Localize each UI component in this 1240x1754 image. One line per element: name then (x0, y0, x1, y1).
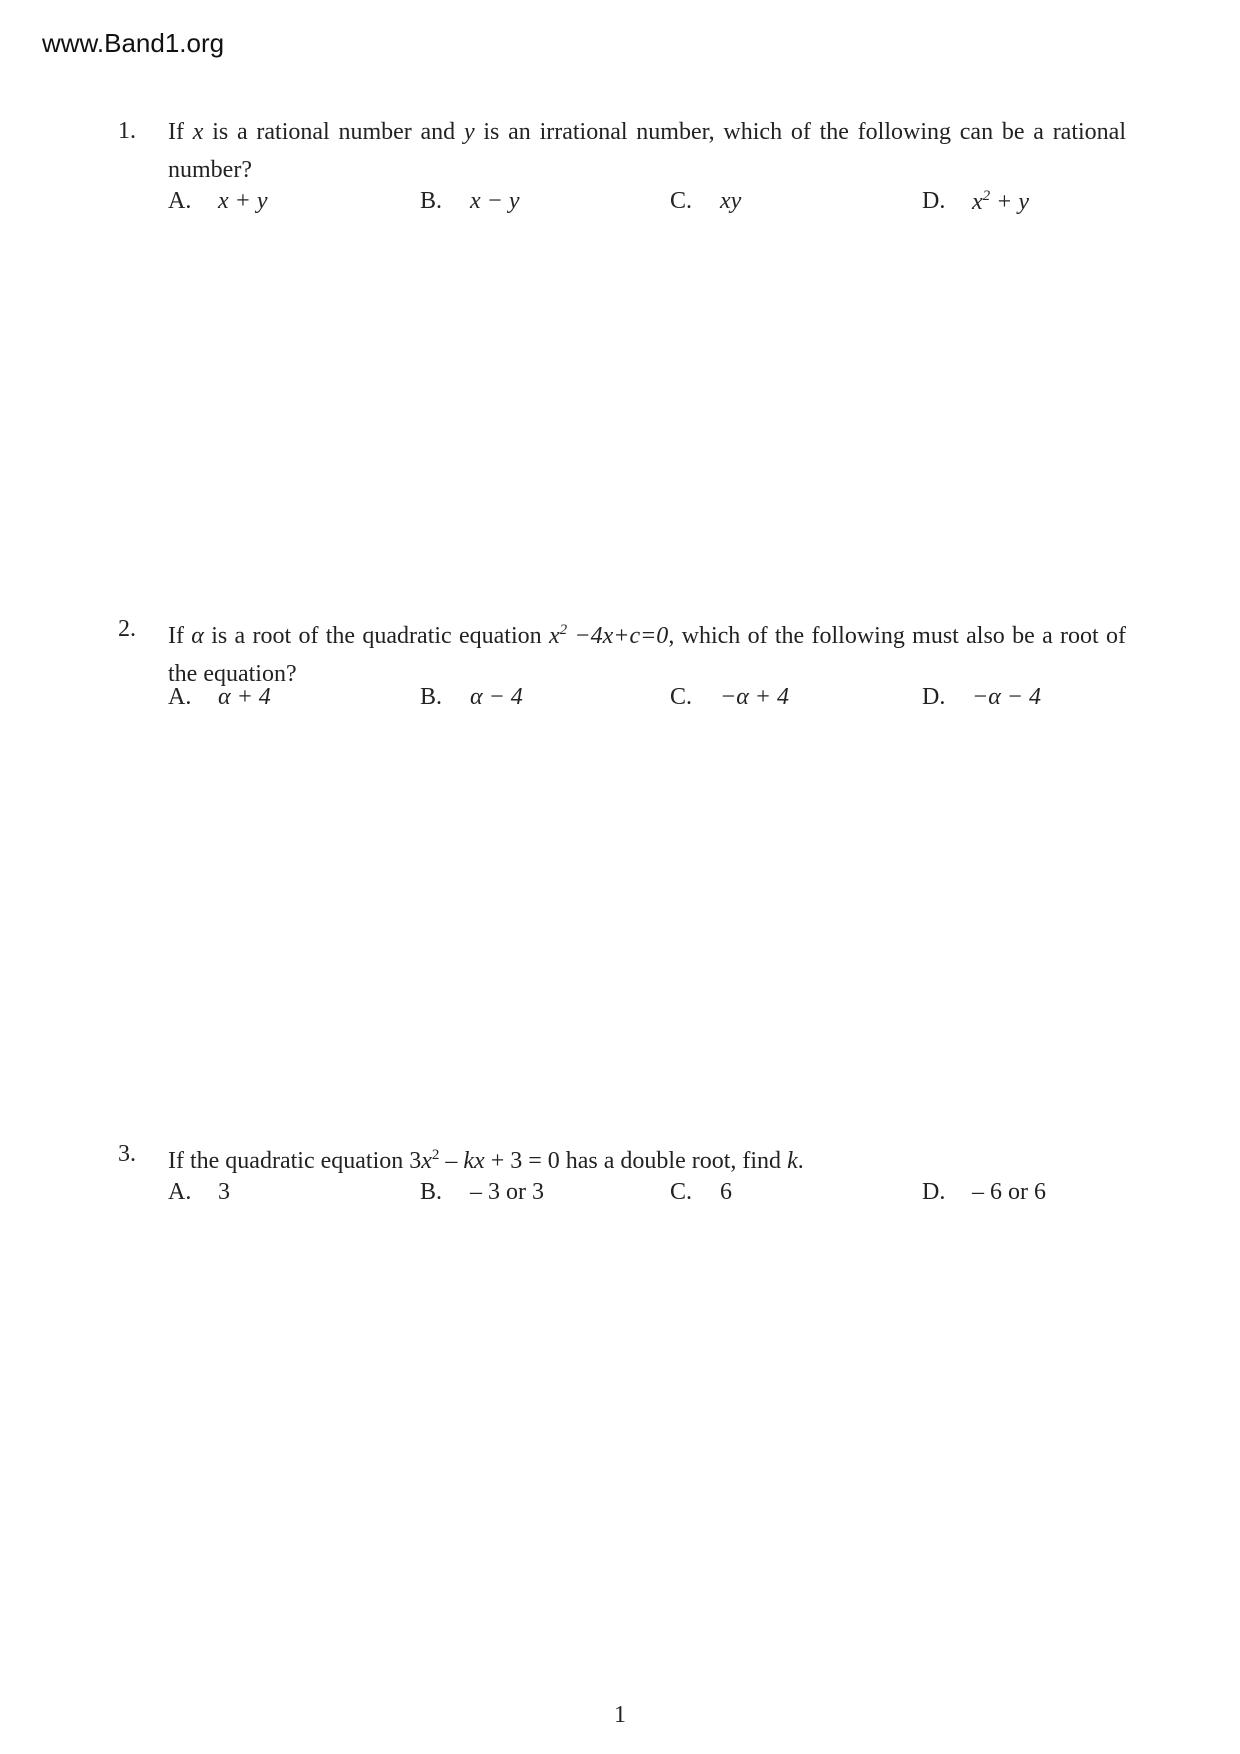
option-d (922, 684, 1041, 711)
option-label: A. (168, 1179, 192, 1205)
option-value: −α − 4 (972, 684, 1041, 710)
option-c (670, 684, 789, 711)
text-part: If the quadratic equation 3 (168, 1148, 422, 1174)
question-number: 1. (118, 118, 136, 144)
option-value: 6 (720, 1179, 732, 1205)
text-part: . (797, 1148, 804, 1174)
option-label: B. (420, 188, 443, 214)
option-d (922, 1179, 1046, 1206)
variable: α (191, 623, 204, 649)
option-c (670, 188, 742, 215)
option-value: x − y (470, 188, 520, 214)
option-value: α − 4 (470, 684, 523, 710)
option-value: α + 4 (218, 684, 271, 710)
text-part: – (439, 1148, 464, 1174)
text-part: If (168, 623, 192, 649)
math-base: x (548, 623, 560, 649)
option-label: C. (670, 684, 693, 710)
variable: k (787, 1148, 798, 1174)
math-exponent: 2 (559, 622, 568, 638)
question-text (168, 113, 1126, 189)
option-label: A. (168, 188, 192, 214)
option-a (168, 1179, 230, 1206)
variable: y (463, 119, 475, 145)
math-rest: + y (990, 189, 1030, 215)
question-number: 3. (118, 1141, 136, 1167)
option-b (420, 684, 523, 711)
option-d (922, 188, 1030, 215)
option-a (168, 188, 268, 215)
option-value: 3 (218, 1179, 230, 1205)
option-c (670, 1179, 732, 1206)
question-text (168, 1136, 1126, 1180)
math-base: x (972, 189, 983, 215)
option-value: – 6 or 6 (972, 1179, 1046, 1205)
text-part: is a rational number and (203, 119, 464, 145)
text-part: + 3 = 0 has a double root, find (484, 1148, 788, 1174)
option-b (420, 1179, 544, 1206)
option-label: B. (420, 1179, 443, 1205)
site-url: www.Band1.org (42, 28, 225, 58)
question-text (168, 611, 1126, 693)
question-number: 2. (118, 616, 136, 642)
text-part: , which of the following must also be a root of the equation? (168, 623, 1127, 687)
option-value: xy (720, 188, 742, 214)
math-exponent: 2 (982, 188, 991, 204)
option-label: B. (420, 684, 443, 710)
math-rest: −4x+c=0 (567, 623, 669, 649)
option-label: D. (922, 684, 946, 710)
option-value (972, 188, 1029, 216)
option-value: −α + 4 (720, 684, 789, 710)
page-number: 1 (614, 1702, 626, 1728)
equation (549, 623, 668, 649)
option-a (168, 684, 271, 711)
option-value: x + y (218, 188, 268, 214)
option-label: D. (922, 1179, 946, 1205)
variable: kx (463, 1148, 485, 1174)
option-label: A. (168, 684, 192, 710)
option-label: C. (670, 188, 693, 214)
option-b (420, 188, 520, 215)
variable: x (421, 1148, 432, 1174)
math-exponent: 2 (431, 1147, 440, 1163)
option-value: – 3 or 3 (470, 1179, 544, 1205)
option-label: D. (922, 188, 946, 214)
text-part: is a root of the quadratic equation (203, 623, 549, 649)
option-label: C. (670, 1179, 693, 1205)
variable: x (192, 119, 204, 145)
text-part: If (168, 119, 193, 145)
text-part: is an irrational number, which of the following can be a rational number? (168, 119, 1126, 183)
